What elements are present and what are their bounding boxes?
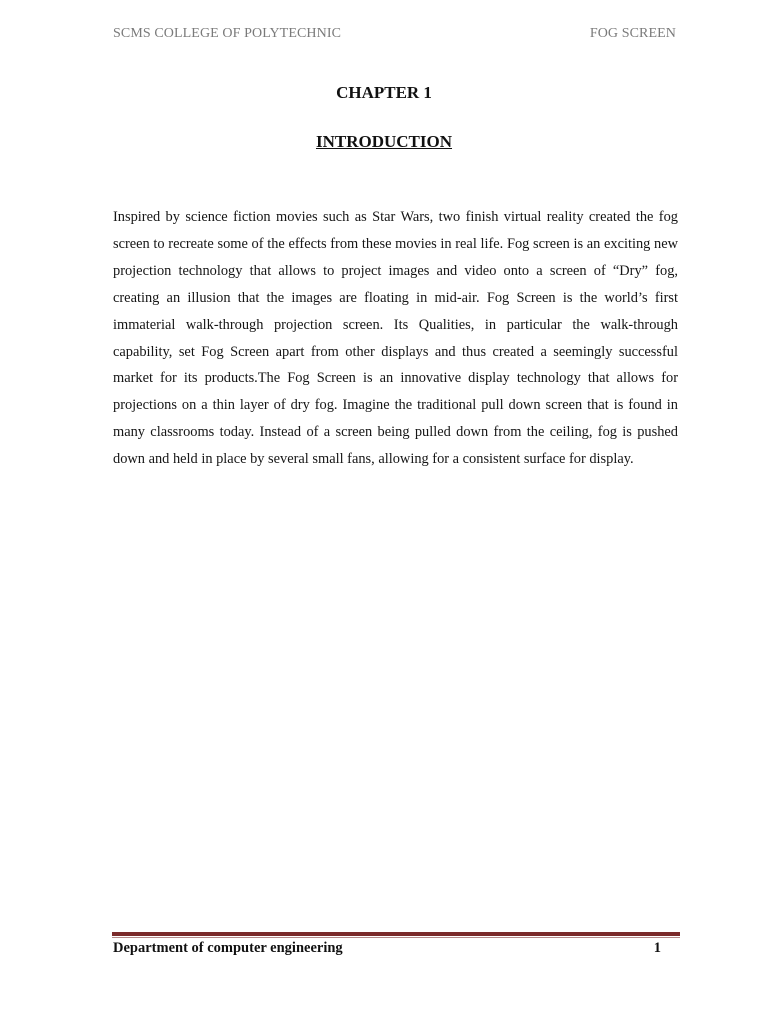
- page-number: 1: [653, 940, 661, 956]
- body-paragraph: Inspired by science fiction movies such as Star Wars, two finish virtual reality created the fog screen to recreate some of the effects from these movies in real life. Fog screen is an exciting new projection technology that allows to project images and video onto a screen of “Dry” fog, creating an illusion that the images are floating in mid-air. Fog Screen is the world’s first immaterial walk-through projection screen. Its Qualities, in particular the walk-through capability, set Fog Screen apart from other displays and thus created a seemingly successful market for its products.The Fog Screen is an innovative display technology that allows for projections on a thin layer of dry fog. Imagine the traditional pull down screen that is found in many classrooms today. Instead of a screen being pulled down from the ceiling, fog is pushed down and held in place by several small fans, allowing for a consistent surface for display.: [113, 209, 678, 468]
- footer-department: Department of computer engineering: [113, 940, 343, 956]
- footer-rule: [112, 932, 680, 936]
- chapter-label: CHAPTER 1: [336, 83, 432, 102]
- section-title: INTRODUCTION: [315, 132, 453, 151]
- header-document-title: FOG SCREEN: [589, 26, 676, 41]
- page-footer: [113, 940, 661, 960]
- header-institution: SCMS COLLEGE OF POLYTECHNIC: [113, 26, 342, 41]
- running-header: [113, 26, 676, 46]
- footer-rule-thin: [112, 937, 680, 938]
